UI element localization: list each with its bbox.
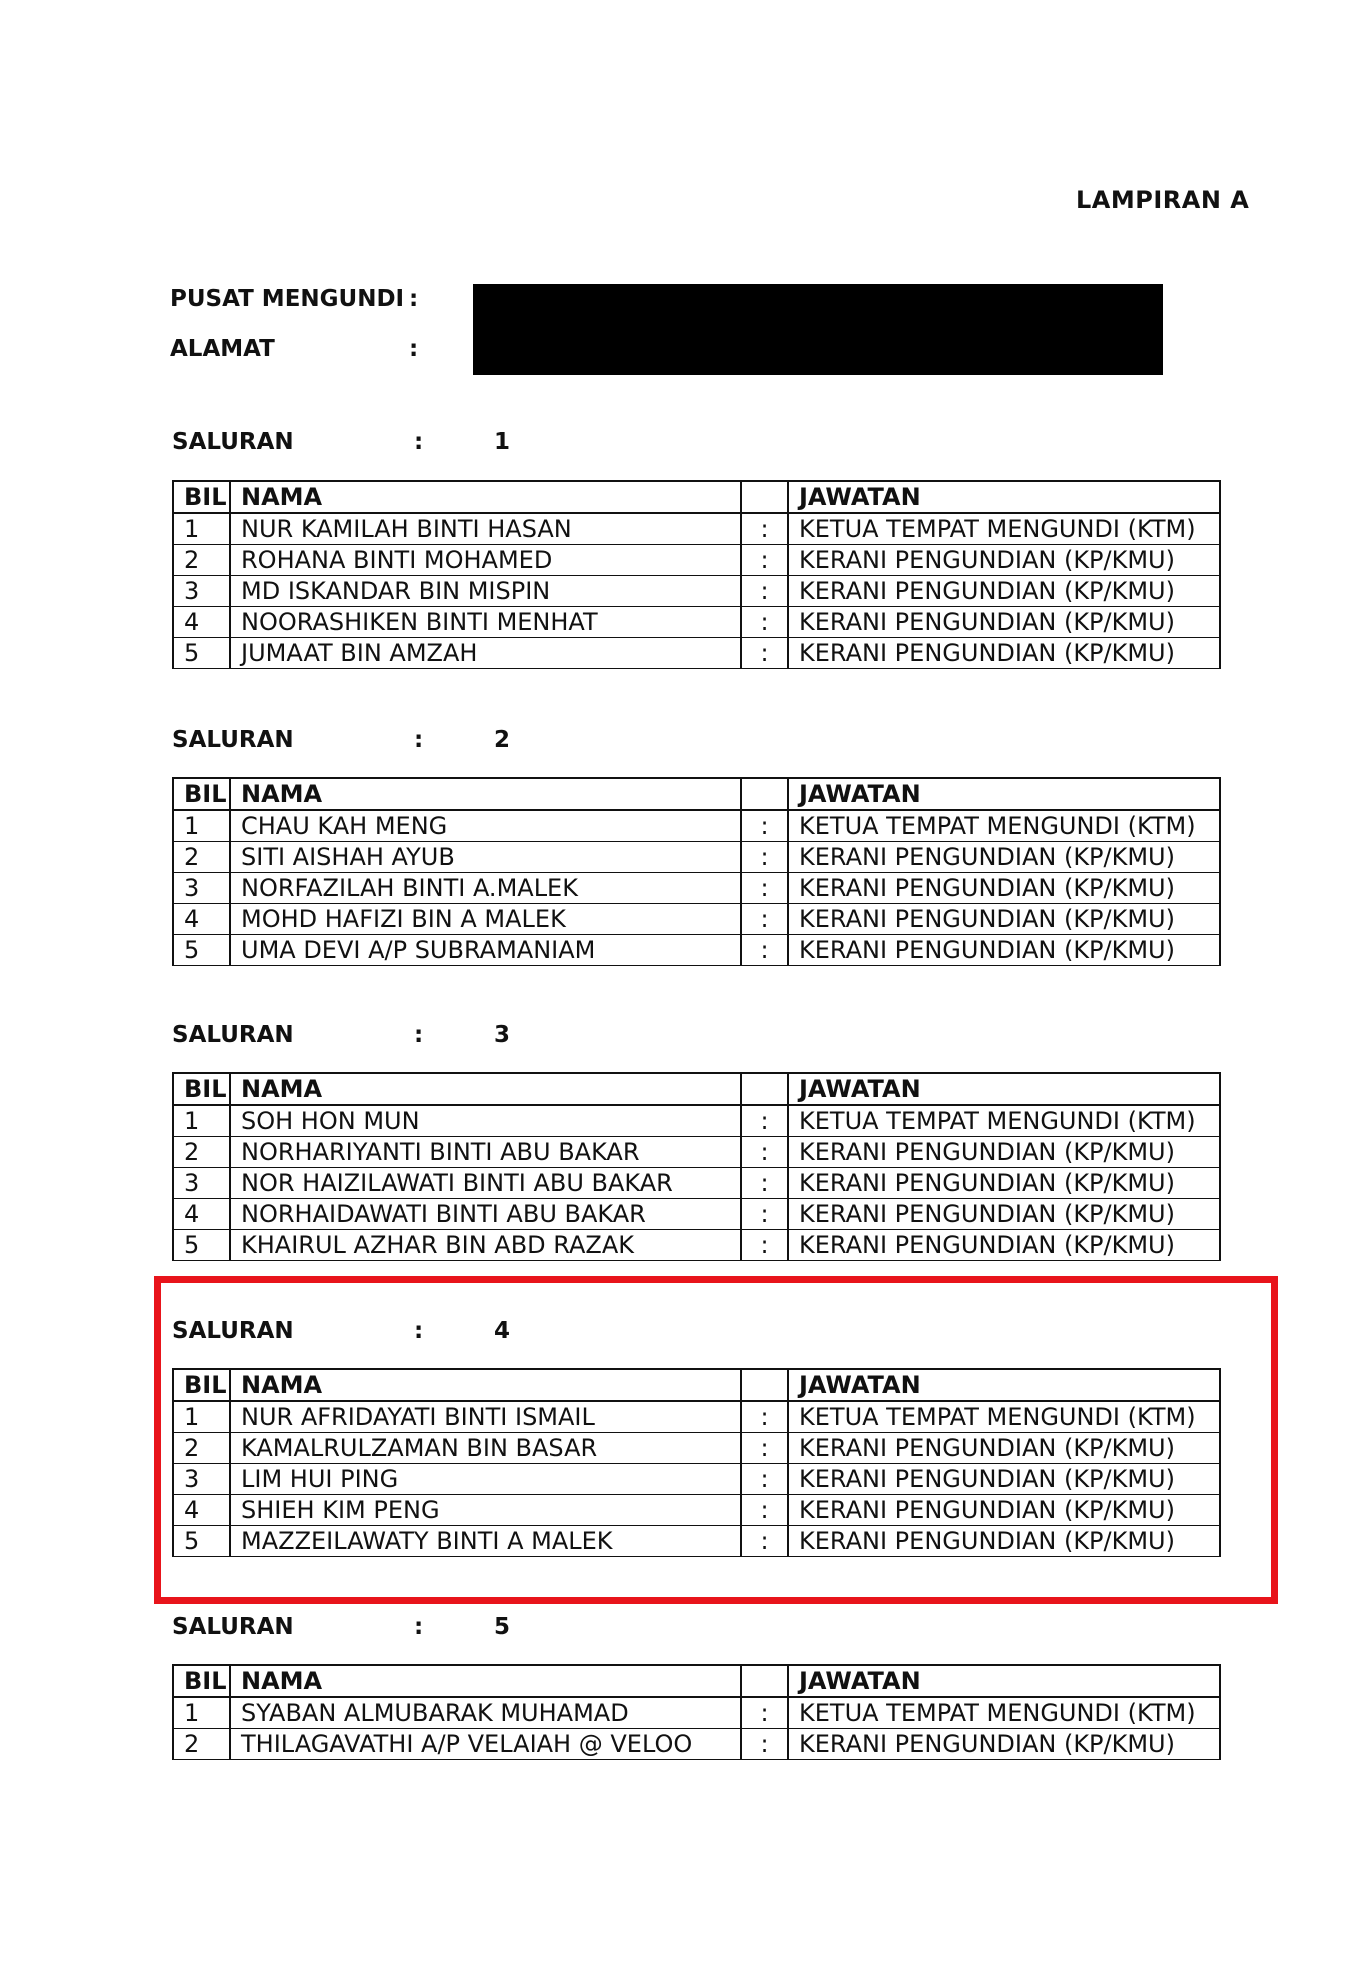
jawatan-cell: KERANI PENGUNDIAN (KP/KMU) <box>788 904 1220 935</box>
nama-cell: KAMALRULZAMAN BIN BASAR <box>230 1433 741 1464</box>
staff-table <box>172 1664 1221 1760</box>
saluran-label: SALURAN <box>172 1318 294 1344</box>
jawatan-cell: KERANI PENGUNDIAN (KP/KMU) <box>788 935 1220 966</box>
nama-cell: MOHD HAFIZI BIN A MALEK <box>230 904 741 935</box>
bil-header: BIL <box>173 1073 230 1105</box>
saluran-number: 3 <box>494 1022 511 1048</box>
bil-cell: 1 <box>173 513 230 545</box>
nama-header: NAMA <box>230 1665 741 1697</box>
separator-cell: : <box>741 1105 788 1137</box>
saluran-colon: : <box>414 727 424 753</box>
nama-cell: NUR AFRIDAYATI BINTI ISMAIL <box>230 1401 741 1433</box>
jawatan-cell: KERANI PENGUNDIAN (KP/KMU) <box>788 1433 1220 1464</box>
bil-cell: 1 <box>173 810 230 842</box>
saluran-colon: : <box>414 1022 424 1048</box>
saluran-label: SALURAN <box>172 429 294 455</box>
saluran-label: SALURAN <box>172 1022 294 1048</box>
nama-cell: MD ISKANDAR BIN MISPIN <box>230 576 741 607</box>
separator-cell: : <box>741 842 788 873</box>
separator-cell: : <box>741 513 788 545</box>
separator-cell: : <box>741 1230 788 1261</box>
jawatan-cell: KETUA TEMPAT MENGUNDI (KTM) <box>788 513 1220 545</box>
bil-header: BIL <box>173 1369 230 1401</box>
saluran-heading <box>172 1614 772 1644</box>
nama-cell: NUR KAMILAH BINTI HASAN <box>230 513 741 545</box>
jawatan-cell: KERANI PENGUNDIAN (KP/KMU) <box>788 1464 1220 1495</box>
bil-cell: 1 <box>173 1401 230 1433</box>
jawatan-cell: KERANI PENGUNDIAN (KP/KMU) <box>788 1526 1220 1557</box>
saluran-heading <box>172 727 772 757</box>
table-row <box>173 576 1220 607</box>
bil-cell: 5 <box>173 1230 230 1261</box>
jawatan-cell: KERANI PENGUNDIAN (KP/KMU) <box>788 873 1220 904</box>
nama-cell: JUMAAT BIN AMZAH <box>230 638 741 669</box>
highlight-box-saluran-4 <box>154 1276 1278 1604</box>
separator-cell: : <box>741 1495 788 1526</box>
separator-header <box>741 1073 788 1105</box>
table-row <box>173 1199 1220 1230</box>
saluran-heading <box>172 429 772 459</box>
table-row <box>173 842 1220 873</box>
staff-table <box>172 1072 1221 1261</box>
nama-header: NAMA <box>230 481 741 513</box>
nama-cell: MAZZEILAWATY BINTI A MALEK <box>230 1526 741 1557</box>
table-row <box>173 904 1220 935</box>
bil-cell: 5 <box>173 638 230 669</box>
staff-table <box>172 480 1221 669</box>
table-row <box>173 1230 1220 1261</box>
bil-cell: 3 <box>173 576 230 607</box>
nama-cell: NORFAZILAH BINTI A.MALEK <box>230 873 741 904</box>
nama-cell: ROHANA BINTI MOHAMED <box>230 545 741 576</box>
lampiran-label: LAMPIRAN A <box>1076 186 1250 214</box>
bil-cell: 1 <box>173 1697 230 1729</box>
staff-table <box>172 777 1221 966</box>
bil-cell: 2 <box>173 842 230 873</box>
alamat-label: ALAMAT <box>170 336 275 362</box>
nama-cell: NOORASHIKEN BINTI MENHAT <box>230 607 741 638</box>
nama-header: NAMA <box>230 1073 741 1105</box>
separator-cell: : <box>741 810 788 842</box>
bil-cell: 2 <box>173 1137 230 1168</box>
saluran-colon: : <box>414 429 424 455</box>
nama-cell: THILAGAVATHI A/P VELAIAH @ VELOO <box>230 1729 741 1760</box>
pusat-mengundi-label: PUSAT MENGUNDI <box>170 286 405 312</box>
saluran-number: 5 <box>494 1614 511 1640</box>
jawatan-header: JAWATAN <box>788 1369 1220 1401</box>
table-row <box>173 935 1220 966</box>
nama-cell: CHAU KAH MENG <box>230 810 741 842</box>
bil-header: BIL <box>173 778 230 810</box>
jawatan-cell: KERANI PENGUNDIAN (KP/KMU) <box>788 607 1220 638</box>
jawatan-header: JAWATAN <box>788 1073 1220 1105</box>
separator-cell: : <box>741 904 788 935</box>
nama-cell: UMA DEVI A/P SUBRAMANIAM <box>230 935 741 966</box>
bil-cell: 4 <box>173 1495 230 1526</box>
jawatan-cell: KERANI PENGUNDIAN (KP/KMU) <box>788 576 1220 607</box>
table-header-row <box>173 778 1220 810</box>
nama-cell: KHAIRUL AZHAR BIN ABD RAZAK <box>230 1230 741 1261</box>
table-row <box>173 1697 1220 1729</box>
bil-cell: 2 <box>173 1729 230 1760</box>
pusat-mengundi-colon: : <box>409 286 419 312</box>
bil-cell: 5 <box>173 1526 230 1557</box>
separator-header <box>741 778 788 810</box>
jawatan-cell: KERANI PENGUNDIAN (KP/KMU) <box>788 1137 1220 1168</box>
jawatan-header: JAWATAN <box>788 778 1220 810</box>
table-header-row <box>173 1073 1220 1105</box>
nama-header: NAMA <box>230 778 741 810</box>
bil-cell: 3 <box>173 1464 230 1495</box>
separator-header <box>741 1665 788 1697</box>
bil-cell: 3 <box>173 873 230 904</box>
separator-cell: : <box>741 873 788 904</box>
jawatan-header: JAWATAN <box>788 1665 1220 1697</box>
bil-cell: 5 <box>173 935 230 966</box>
table-row <box>173 810 1220 842</box>
jawatan-header: JAWATAN <box>788 481 1220 513</box>
nama-cell: SOH HON MUN <box>230 1105 741 1137</box>
table-row <box>173 638 1220 669</box>
separator-cell: : <box>741 1199 788 1230</box>
bil-cell: 4 <box>173 607 230 638</box>
bil-cell: 1 <box>173 1105 230 1137</box>
table-row <box>173 1105 1220 1137</box>
nama-cell: SHIEH KIM PENG <box>230 1495 741 1526</box>
table-row <box>173 1137 1220 1168</box>
jawatan-cell: KETUA TEMPAT MENGUNDI (KTM) <box>788 1105 1220 1137</box>
saluran-heading <box>172 1022 772 1052</box>
alamat-colon: : <box>409 336 419 362</box>
separator-cell: : <box>741 576 788 607</box>
separator-cell: : <box>741 638 788 669</box>
separator-cell: : <box>741 607 788 638</box>
saluran-label: SALURAN <box>172 727 294 753</box>
bil-cell: 2 <box>173 545 230 576</box>
jawatan-cell: KERANI PENGUNDIAN (KP/KMU) <box>788 1495 1220 1526</box>
separator-cell: : <box>741 545 788 576</box>
jawatan-cell: KETUA TEMPAT MENGUNDI (KTM) <box>788 1401 1220 1433</box>
separator-cell: : <box>741 1137 788 1168</box>
saluran-number: 4 <box>494 1318 511 1344</box>
nama-cell: LIM HUI PING <box>230 1464 741 1495</box>
separator-cell: : <box>741 1464 788 1495</box>
saluran-colon: : <box>414 1614 424 1640</box>
bil-cell: 4 <box>173 904 230 935</box>
nama-cell: SYABAN ALMUBARAK MUHAMAD <box>230 1697 741 1729</box>
separator-cell: : <box>741 1697 788 1729</box>
table-row <box>173 545 1220 576</box>
bil-header: BIL <box>173 1665 230 1697</box>
jawatan-cell: KERANI PENGUNDIAN (KP/KMU) <box>788 842 1220 873</box>
jawatan-cell: KETUA TEMPAT MENGUNDI (KTM) <box>788 1697 1220 1729</box>
nama-header: NAMA <box>230 1369 741 1401</box>
jawatan-cell: KERANI PENGUNDIAN (KP/KMU) <box>788 1199 1220 1230</box>
bil-cell: 2 <box>173 1433 230 1464</box>
saluran-number: 1 <box>494 429 511 455</box>
jawatan-cell: KERANI PENGUNDIAN (KP/KMU) <box>788 1729 1220 1760</box>
jawatan-cell: KERANI PENGUNDIAN (KP/KMU) <box>788 1230 1220 1261</box>
nama-cell: NORHARIYANTI BINTI ABU BAKAR <box>230 1137 741 1168</box>
redacted-address-block <box>473 284 1163 375</box>
jawatan-cell: KETUA TEMPAT MENGUNDI (KTM) <box>788 810 1220 842</box>
table-header-row <box>173 1665 1220 1697</box>
separator-cell: : <box>741 1401 788 1433</box>
jawatan-cell: KERANI PENGUNDIAN (KP/KMU) <box>788 545 1220 576</box>
saluran-colon: : <box>414 1318 424 1344</box>
table-row <box>173 607 1220 638</box>
jawatan-cell: KERANI PENGUNDIAN (KP/KMU) <box>788 638 1220 669</box>
table-row <box>173 1729 1220 1760</box>
saluran-number: 2 <box>494 727 511 753</box>
separator-cell: : <box>741 1168 788 1199</box>
nama-cell: SITI AISHAH AYUB <box>230 842 741 873</box>
nama-cell: NORHAIDAWATI BINTI ABU BAKAR <box>230 1199 741 1230</box>
bil-header: BIL <box>173 481 230 513</box>
separator-cell: : <box>741 1433 788 1464</box>
table-header-row <box>173 481 1220 513</box>
separator-cell: : <box>741 1526 788 1557</box>
bil-cell: 4 <box>173 1199 230 1230</box>
table-row <box>173 1168 1220 1199</box>
bil-cell: 3 <box>173 1168 230 1199</box>
nama-cell: NOR HAIZILAWATI BINTI ABU BAKAR <box>230 1168 741 1199</box>
table-row <box>173 873 1220 904</box>
separator-header <box>741 481 788 513</box>
saluran-label: SALURAN <box>172 1614 294 1640</box>
separator-cell: : <box>741 1729 788 1760</box>
table-row <box>173 513 1220 545</box>
separator-cell: : <box>741 935 788 966</box>
jawatan-cell: KERANI PENGUNDIAN (KP/KMU) <box>788 1168 1220 1199</box>
